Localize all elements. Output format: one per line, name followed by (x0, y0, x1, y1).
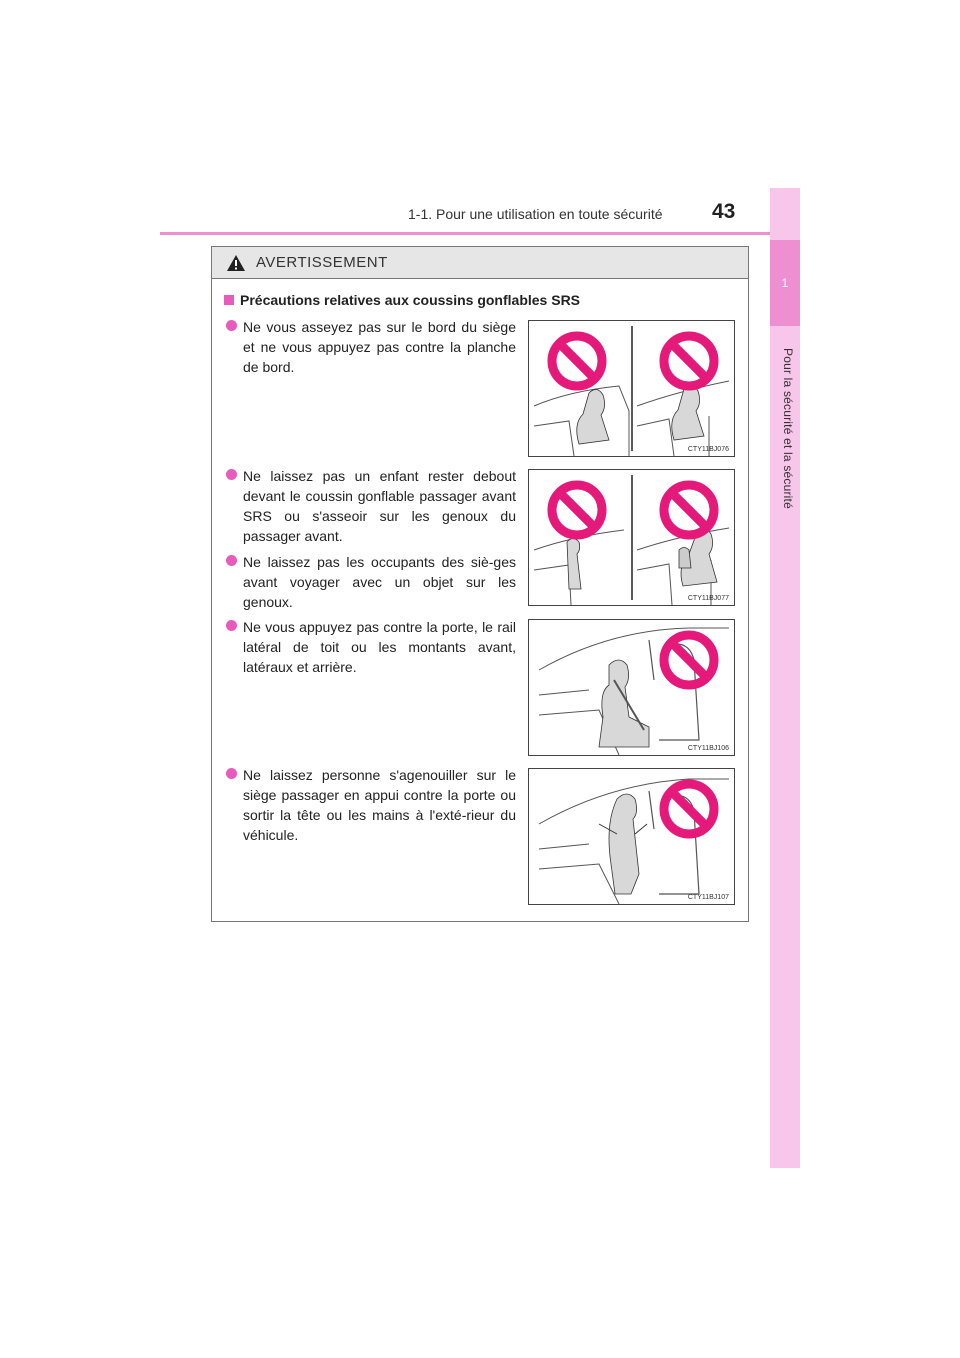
bullet-dot-icon (226, 620, 237, 631)
bullet-dot-icon (226, 320, 237, 331)
warning-header (212, 247, 748, 279)
header-rule (160, 232, 800, 235)
bullet-text: Ne laissez pas les occupants des siè-ges avant voyager avec un objet sur les genoux. (243, 554, 516, 610)
chapter-number: 1 (781, 276, 789, 290)
section-heading (224, 292, 580, 308)
prohibited-sign-icon (664, 635, 714, 685)
bullet-item (226, 317, 516, 377)
warning-box (211, 246, 749, 922)
illustration-code: CTY11BJ107 (687, 894, 729, 901)
illustration-leaning-door (528, 619, 735, 756)
illustration-child-in-front (528, 469, 735, 606)
chapter-sidebar (770, 188, 800, 1168)
square-bullet-icon (224, 295, 234, 305)
prohibited-sign-icon (664, 485, 714, 535)
warning-triangle-icon (226, 254, 246, 272)
illustration-leaning-dashboard (528, 320, 735, 457)
bullet-item (226, 617, 516, 677)
illustration-code: CTY11BJ106 (687, 745, 729, 752)
bullet-text: Ne laissez personne s'agenouiller sur le siège passager en appui contre la porte ou sortir la tête ou les mains à l'exté-rieur du véhicule. (243, 767, 516, 843)
illustration-code: CTY11BJ077 (687, 595, 729, 602)
bullet-item (226, 552, 516, 612)
bullet-item (226, 466, 516, 546)
bullet-item (226, 765, 516, 845)
prohibited-sign-icon (552, 336, 602, 386)
chapter-title: Pour la sécurité et la sécurité (781, 348, 795, 509)
bullet-text: Ne laissez pas un enfant rester debout devant le coussin gonflable passager avant SRS ou s'asseoir sur les genoux du passager avant. (243, 468, 516, 544)
header-section-title: 1-1. Pour une utilisation en toute sécurité (408, 206, 663, 222)
bullet-text: Ne vous appuyez pas contre la porte, le rail latéral de toit ou les montants avant, latéraux et arrière. (243, 619, 516, 675)
bullet-dot-icon (226, 555, 237, 566)
prohibited-sign-icon (664, 784, 714, 834)
bullet-text: Ne vous asseyez pas sur le bord du siège et ne vous appuyez pas contre la planche de bord. (243, 319, 516, 375)
prohibited-sign-icon (552, 485, 602, 535)
bullet-dot-icon (226, 768, 237, 779)
bullet-dot-icon (226, 469, 237, 480)
page-number: 43 (712, 200, 736, 223)
illustration-kneeling-seat (528, 768, 735, 905)
warning-title: AVERTISSEMENT (256, 254, 388, 271)
chapter-number-tab (770, 240, 800, 326)
section-heading-text: Précautions relatives aux coussins gonflables SRS (240, 292, 581, 308)
illustration-code: CTY11BJ076 (687, 446, 729, 453)
prohibited-sign-icon (664, 336, 714, 386)
